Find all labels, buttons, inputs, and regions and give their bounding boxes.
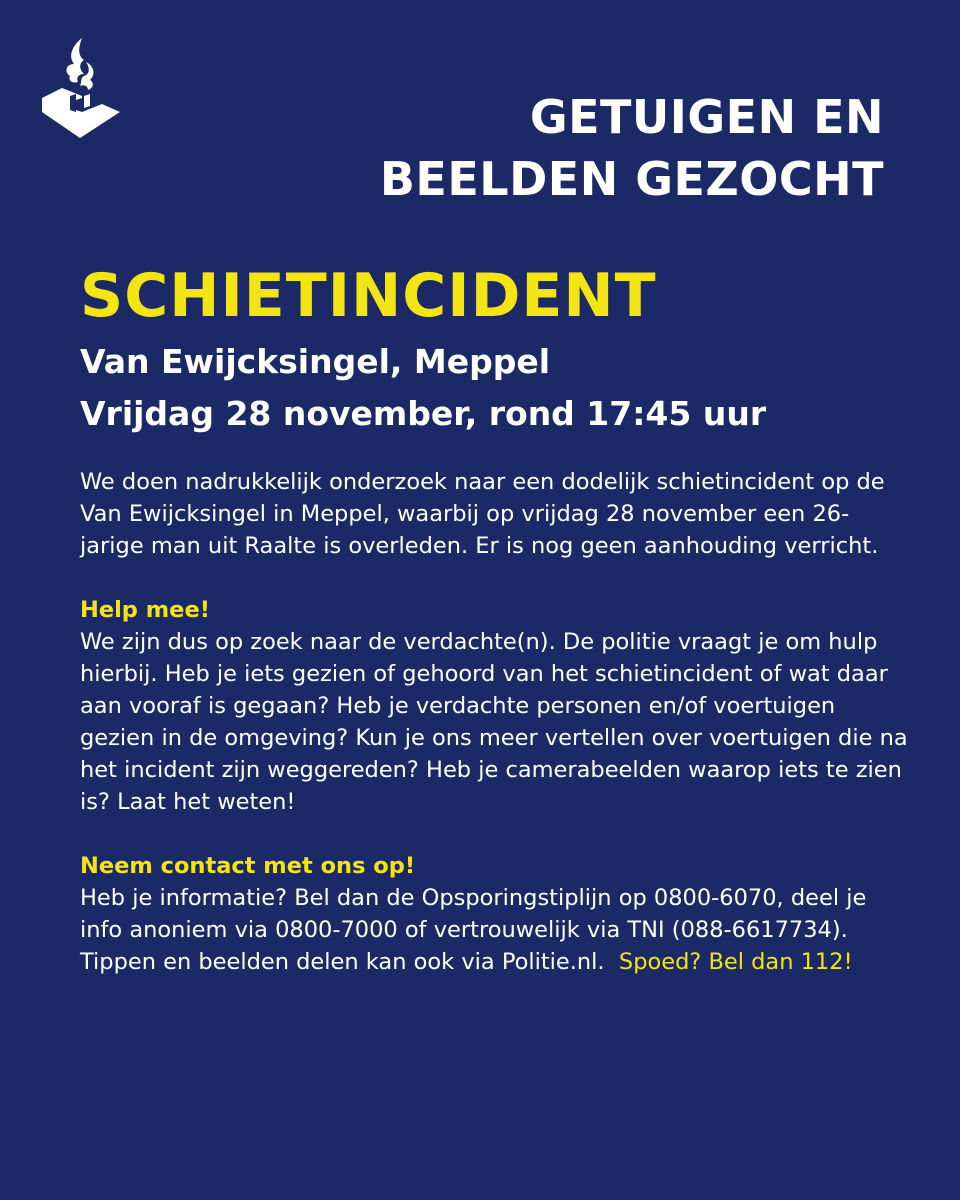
contact-heading: Neem contact met ons op! (80, 853, 416, 879)
incident-title: SCHIETINCIDENT (80, 261, 657, 331)
help-body: We zijn dus op zoek naar de verdachte(n). De politie vraagt je om hulp hierbij. Heb je iets gezien of gehoord van het schietincident of wat daar aan vooraf is gegaan? Heb je verdachte personen en/of voertuigen gezien in de omgeving? Kun je ons meer vertellen over voertuigen die na het incident zijn weggereden? Heb je camerabeelden waarop iets te zien is? Laat het weten! (80, 629, 908, 815)
help-section (80, 594, 910, 818)
incident-location: Van Ewijcksingel, Meppel (80, 342, 551, 381)
header-line-2: BEELDEN GEZOCHT (379, 152, 884, 206)
header-line-1: GETUIGEN EN (529, 90, 884, 144)
incident-subtitle (80, 336, 766, 440)
police-logo-icon (38, 36, 124, 140)
incident-datetime: Vrijdag 28 november, rond 17:45 uur (80, 394, 767, 433)
header-title (380, 86, 884, 210)
contact-section (80, 850, 910, 978)
urgent-text: Spoed? Bel dan 112! (618, 949, 853, 975)
intro-paragraph: We doen nadrukkelijk onderzoek naar een dodelijk schietincident op de Van Ewijcksingel in Meppel, waarbij op vrijdag 28 november een 26-jarige man uit Raalte is overleden. Er is nog geen aanhouding verricht. (80, 469, 885, 559)
contact-body: Heb je informatie? Bel dan de Opsporingstiplijn op 0800-6070, deel je info anoniem via 0800-7000 of vertrouwelijk via TNI (088-6617734). Tippen en beelden delen kan ook via Politie.nl. (80, 885, 867, 975)
body-content (80, 466, 910, 978)
help-heading: Help mee! (80, 597, 210, 623)
